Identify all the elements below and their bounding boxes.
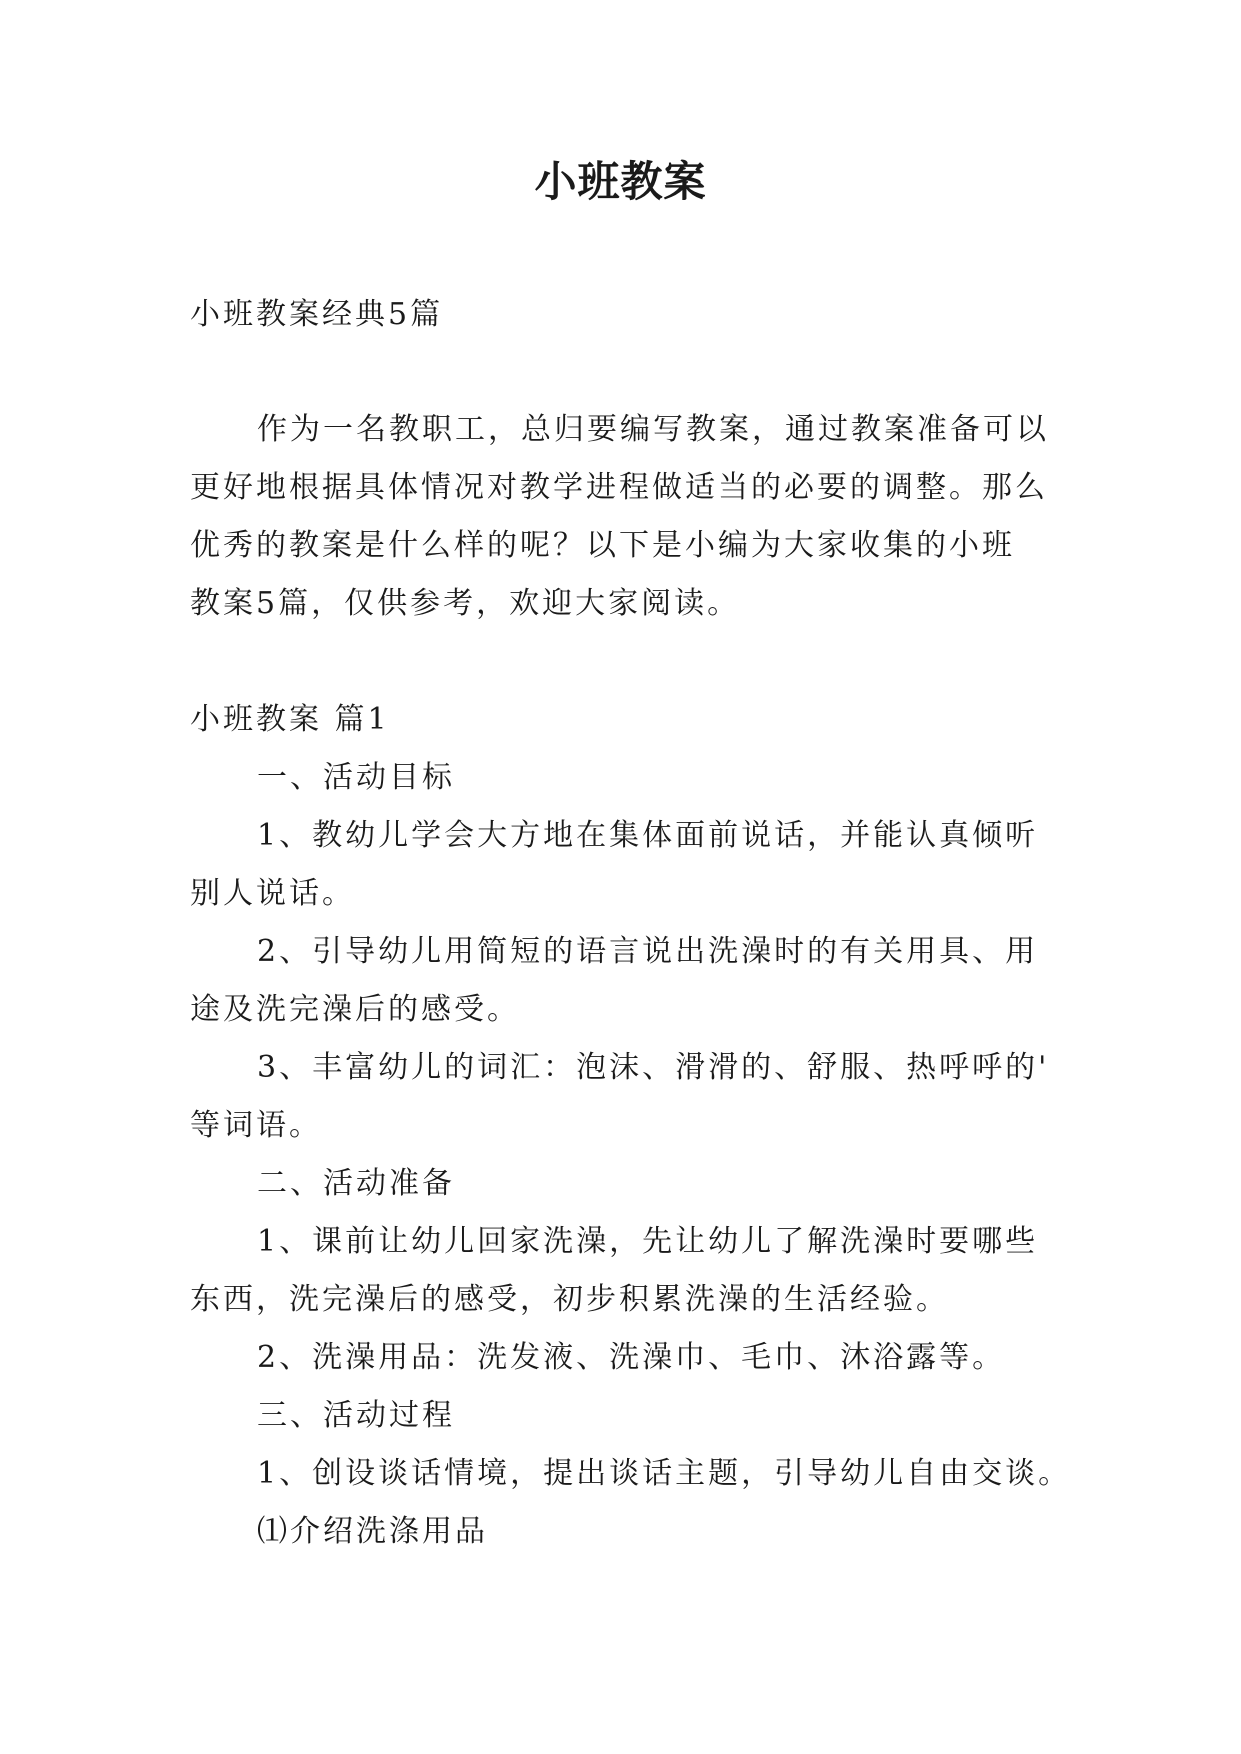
intro-line-3: 优秀的教案是什么样的呢？以下是小编为大家收集的小班 [190,528,1015,563]
page-title: 小班教案 [534,157,707,206]
intro-line-1: 作为一名教职工，总归要编写教案，通过教案准备可以 [257,412,1049,447]
intro-line-2: 更好地根据具体情况对教学进程做适当的必要的调整。那么 [190,470,1048,505]
body-line-6: 3、丰富幼儿的词汇：泡沫、滑滑的、舒服、热呼呼的' [257,1050,1050,1085]
body-line-12: 三、活动过程 [257,1398,455,1433]
body-line-10: 东西，洗完澡后的感受，初步积累洗澡的生活经验。 [190,1282,949,1317]
section-heading: 小班教案 篇1 [190,702,390,737]
body-line-5: 途及洗完澡后的感受。 [190,992,520,1027]
body-line-3: 别人说话。 [190,876,355,911]
body-line-2: 1、教幼儿学会大方地在集体面前说话，并能认真倾听 [257,818,1039,853]
body-line-13: 1、创设谈话情境，提出谈话主题，引导幼儿自由交谈。 [257,1456,1072,1491]
body-line-1: 一、活动目标 [257,760,455,795]
body-line-9: 1、课前让幼儿回家洗澡，先让幼儿了解洗澡时要哪些 [257,1224,1039,1259]
body-line-4: 2、引导幼儿用简短的语言说出洗澡时的有关用具、用 [257,934,1039,969]
document-subtitle: 小班教案经典5篇 [190,297,444,332]
body-line-8: 二、活动准备 [257,1166,455,1201]
body-line-14: ⑴介绍洗涤用品 [257,1514,488,1549]
body-line-7: 等词语。 [190,1108,322,1143]
body-line-11: 2、洗澡用品：洗发液、洗澡巾、毛巾、沐浴露等。 [257,1340,1006,1375]
intro-line-4: 教案5篇，仅供参考，欢迎大家阅读。 [190,586,741,621]
